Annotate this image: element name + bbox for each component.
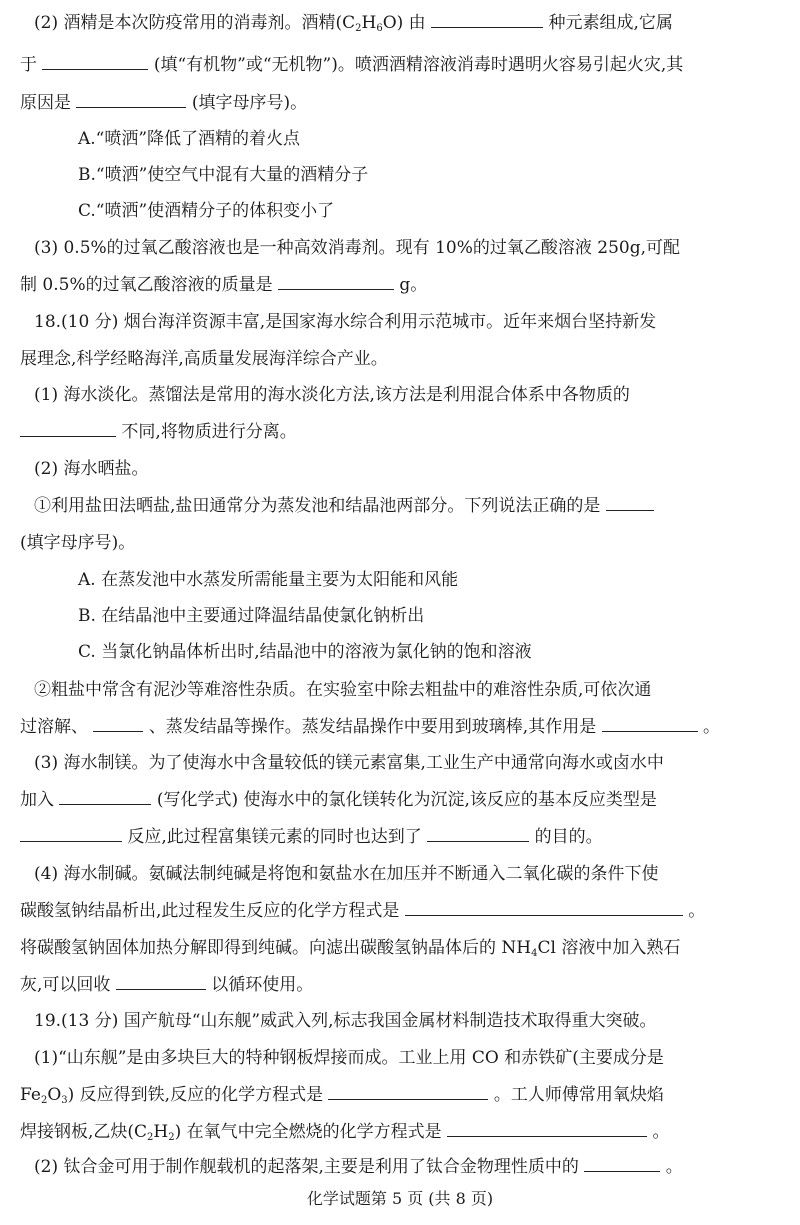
- q18-intro: 展理念,科学经略海洋,高质量发展海洋综合产业。: [20, 349, 388, 369]
- answer-blank[interactable]: [427, 826, 529, 842]
- answer-blank[interactable]: [405, 900, 683, 916]
- answer-blank[interactable]: [584, 1156, 660, 1172]
- answer-blank[interactable]: [42, 54, 148, 70]
- q19-1-line2: $Fe_2O_3$) 反应得到铁,反应的化学方程式是 。工人师傅常用氧炔焰: [20, 1085, 664, 1106]
- q18-4-line1: (4) 海水制碱。氨碱法制纯碱是将饱和氨盐水在加压并不断通入二氧化碳的条件下使: [34, 864, 659, 884]
- answer-blank[interactable]: [602, 716, 698, 732]
- answer-blank[interactable]: [20, 421, 116, 437]
- option-c: C.“喷洒”使酒精分子的体积变小了: [78, 201, 335, 221]
- q19-1-line1: (1)“山东舰”是由多块巨大的特种钢板焊接而成。工业上用 CO 和赤铁矿(主要成分是: [34, 1048, 664, 1068]
- q18-2-1-line2: (填字母序号)。: [20, 533, 136, 553]
- q17-2-line2: 于 (填“有机物”或“无机物”)。喷洒酒精溶液消毒时遇明火容易引起火灾,其: [20, 55, 684, 75]
- q18-4-line4: 灰,可以回收 以循环使用。: [20, 975, 314, 995]
- q18-2-title: (2) 海水晒盐。: [34, 459, 149, 479]
- answer-blank[interactable]: [59, 789, 151, 805]
- option-c: C. 当氯化钠晶体析出时,结晶池中的溶液为氯化钠的饱和溶液: [78, 642, 532, 662]
- q19-1-line3: 焊接钢板,乙炔$(C_2H_2)$ 在氧气中完全燃烧的化学方程式是 。: [20, 1122, 670, 1143]
- q18-title: 18.(10 分) 烟台海洋资源丰富,是国家海水综合利用示范城市。近年来烟台坚持新发: [34, 312, 657, 332]
- page-footer: 化学试题第 5 页 (共 8 页): [306, 1189, 494, 1208]
- q17-2-line1: (2) 酒精是本次防疫常用的消毒剂。酒精$(C_2H_6O)$ 由 种元素组成,它属: [34, 13, 673, 34]
- answer-blank[interactable]: [606, 495, 654, 511]
- q18-1-line2: 不同,将物质进行分离。: [20, 421, 297, 443]
- q18-4-line2: 碳酸氢钠结晶析出,此过程发生反应的化学方程式是 。: [20, 901, 706, 921]
- answer-blank[interactable]: [116, 974, 206, 990]
- q18-3-line2: 加入 (写化学式) 使海水中的氯化镁转化为沉淀,该反应的基本反应类型是: [20, 790, 657, 810]
- answer-blank[interactable]: [447, 1121, 647, 1137]
- q17-2-line3: 原因是 (填字母序号)。: [20, 93, 308, 113]
- q18-3-line3: 反应,此过程富集镁元素的同时也达到了 的目的。: [20, 826, 603, 848]
- option-a: A. 在蒸发池中水蒸发所需能量主要为太阳能和风能: [78, 570, 459, 590]
- option-a: A.“喷洒”降低了酒精的着火点: [78, 129, 301, 149]
- answer-blank[interactable]: [76, 92, 186, 108]
- answer-blank[interactable]: [328, 1084, 488, 1100]
- q18-3-line1: (3) 海水制镁。为了使海水中含量较低的镁元素富集,工业生产中通常向海水或卤水中: [34, 753, 664, 773]
- answer-blank[interactable]: [93, 716, 143, 732]
- q17-3-line1: (3) 0.5%的过氧乙酸溶液也是一种高效消毒剂。现有 10%的过氧乙酸溶液 250g,可配: [34, 238, 680, 258]
- option-b: B.“喷洒”使空气中混有大量的酒精分子: [78, 165, 369, 185]
- q18-1-line1: (1) 海水淡化。蒸馏法是常用的海水淡化方法,该方法是利用混合体系中各物质的: [34, 385, 630, 405]
- answer-blank[interactable]: [278, 274, 394, 290]
- answer-blank[interactable]: [20, 826, 122, 842]
- option-b: B. 在结晶池中主要通过降温结晶使氯化钠析出: [78, 606, 425, 626]
- q17-3-line2: 制 0.5%的过氧乙酸溶液的质量是 g。: [20, 275, 428, 295]
- q18-4-line3: 将碳酸氢钠固体加热分解即得到纯碱。向滤出碳酸氢钠晶体后的 $NH_4Cl$ 溶液中加入熟石: [20, 938, 681, 959]
- q19-2-line1: (2) 钛合金可用于制作舰载机的起落架,主要是利用了钛合金物理性质中的 。: [34, 1157, 683, 1177]
- q18-2-1-line1: ①利用盐田法晒盐,盐田通常分为蒸发池和结晶池两部分。下列说法正确的是: [34, 495, 654, 517]
- answer-blank[interactable]: [431, 12, 543, 28]
- q19-title: 19.(13 分) 国产航母“山东舰”威武入列,标志我国金属材料制造技术取得重大突破。: [34, 1011, 657, 1031]
- q18-2-2-line1: ②粗盐中常含有泥沙等难溶性杂质。在实验室中除去粗盐中的难溶性杂质,可依次通: [34, 680, 652, 700]
- q18-2-2-line2: 过溶解、 、蒸发结晶等操作。蒸发结晶操作中要用到玻璃棒,其作用是 。: [20, 717, 721, 737]
